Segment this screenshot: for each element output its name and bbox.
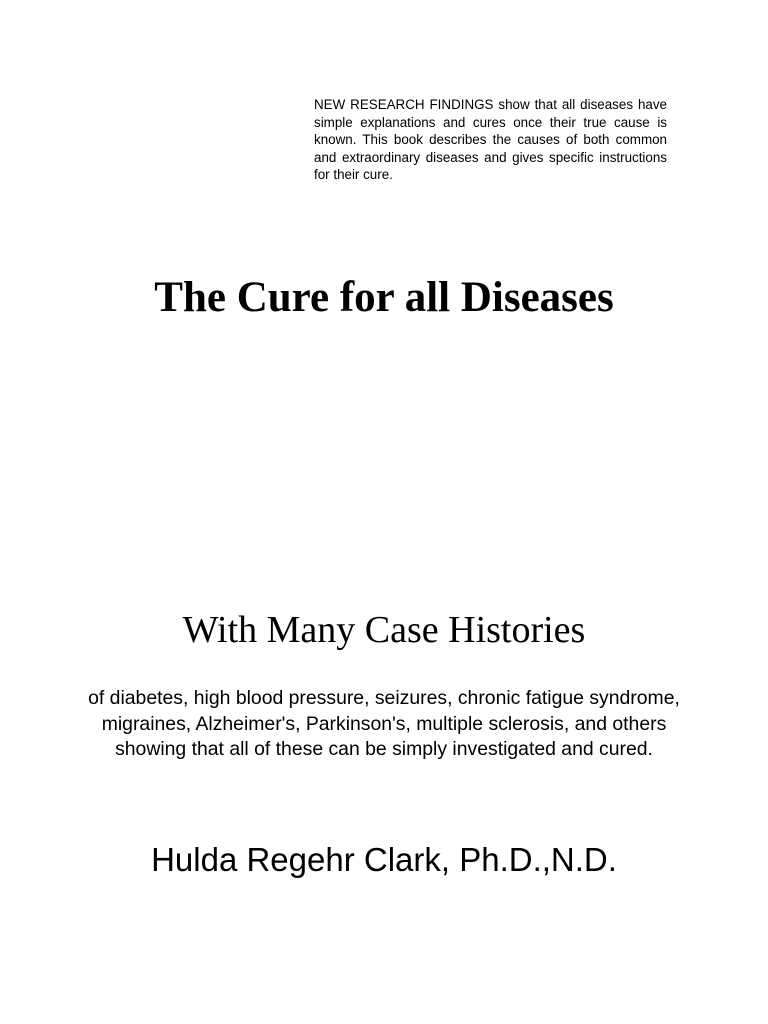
author-name: Hulda Regehr Clark, Ph.D.,N.D. [151,841,617,878]
case-histories-description: of diabetes, high blood pressure, seizures, chronic fatigue syndrome, migraines, Alzheimer's, Parkinson's, multiple sclerosis, and others showing that all of these can be simply investigated and cured. [88,687,680,761]
book-subtitle: With Many Case Histories [182,609,586,651]
book-title: The Cure for all Diseases [154,274,614,321]
research-findings-blurb: NEW RESEARCH FINDINGS show that all diseases have simple explanations and cures once their true cause is known. This book describes the causes of both common and extraordinary diseases and gives specific instructions for their cure. [314,97,667,183]
